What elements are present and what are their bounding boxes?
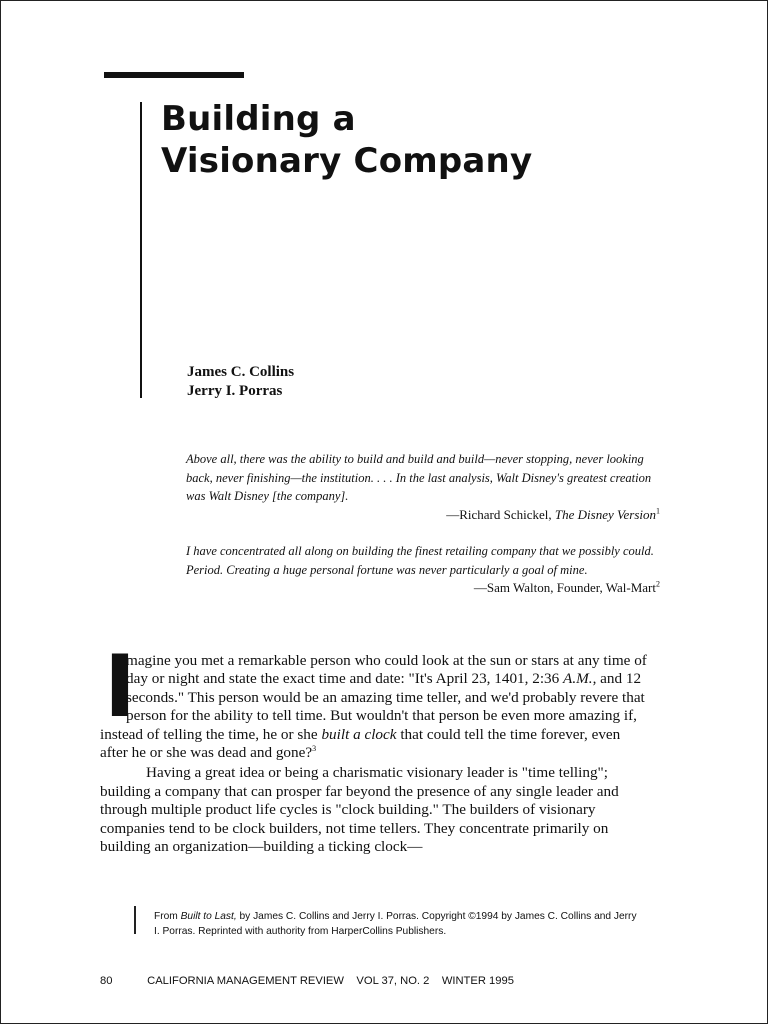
epigraph-1 xyxy=(186,450,660,524)
attribution-text: —Richard Schickel, xyxy=(446,506,555,522)
drop-cap: I xyxy=(104,637,136,737)
footnote-bar xyxy=(134,906,136,934)
page-footer xyxy=(100,975,514,987)
epigraph-attribution xyxy=(186,579,660,598)
issue-info: WINTER 1995 xyxy=(441,975,514,987)
top-rule xyxy=(104,72,244,78)
footnote-prefix: From xyxy=(154,911,181,922)
footnote-book-title: Built to Last, xyxy=(180,911,237,922)
p1-built-a-clock: built a clock xyxy=(321,725,397,743)
note-marker: 2 xyxy=(656,579,660,589)
note-marker: 1 xyxy=(656,506,660,516)
title-line-1: Building a xyxy=(161,99,356,139)
paragraph-1 xyxy=(100,637,648,762)
attribution-text: —Sam Walton, Founder, Wal-Mart xyxy=(473,580,656,595)
footnote-rest: by James C. Collins and Jerry I. Porras. Copyright ©1994 by James C. Collins and Jerry I. Porras. Reprinted with authority from HarperCollins Publishers. xyxy=(154,911,637,937)
epigraph-quote: Above all, there was the ability to build and build and build—never stopping, never looking back, never finishing—the institution. . . . In the last analysis, Walt Disney's greatest creation was Walt Disney [the company]. xyxy=(186,452,652,503)
author-1: James C. Collins xyxy=(187,364,295,380)
p1-text-b: , and 12 seconds." This person would be an amazing time teller, and we'd probably revere that person for the ability to tell time. But wouldn't that person be even more amazing if, instead of telling the time, he or she xyxy=(100,670,645,743)
paragraph-2: Having a great idea or being a charismatic visionary leader is "time telling"; building a company that can prosper far beyond the presence of any single leader and through multiple product life cycles is "clock building." The builders of visionary companies tend to be clock builders, not time tellers. They concentrate primarily on building an organization—building a ticking clock— xyxy=(100,764,619,856)
note-marker: 3 xyxy=(312,743,317,753)
title-vertical-rule xyxy=(140,102,142,398)
journal-name: CALIFORNIA MANAGEMENT REVIEW xyxy=(147,975,344,987)
page-number: 80 xyxy=(100,975,113,987)
attribution-source: The Disney Version xyxy=(554,506,656,522)
epigraph-attribution xyxy=(186,506,660,525)
authors xyxy=(187,363,294,401)
p1-am: A.M. xyxy=(563,670,593,688)
p1-text-c: that could tell the time forever, even after he or she was dead and gone? xyxy=(100,725,621,762)
title-line-2: Visionary Company xyxy=(161,141,533,181)
article-body xyxy=(100,637,648,856)
copyright-footnote xyxy=(154,909,644,939)
p1-text-a: magine you met a remarkable person who could look at the sun or stars at any time of day or night and state the exact time and date: "It's April 23, 1401, 2:36 xyxy=(126,652,647,688)
article-title xyxy=(161,98,532,182)
volume-info: VOL 37, NO. 2 xyxy=(356,975,430,987)
author-2: Jerry I. Porras xyxy=(187,383,283,399)
epigraph-quote: I have concentrated all along on building the finest retailing company that we possibly could. Period. Creating a huge personal fortune was never particularly a goal of mine. xyxy=(186,544,654,577)
epigraph-2 xyxy=(186,542,660,598)
